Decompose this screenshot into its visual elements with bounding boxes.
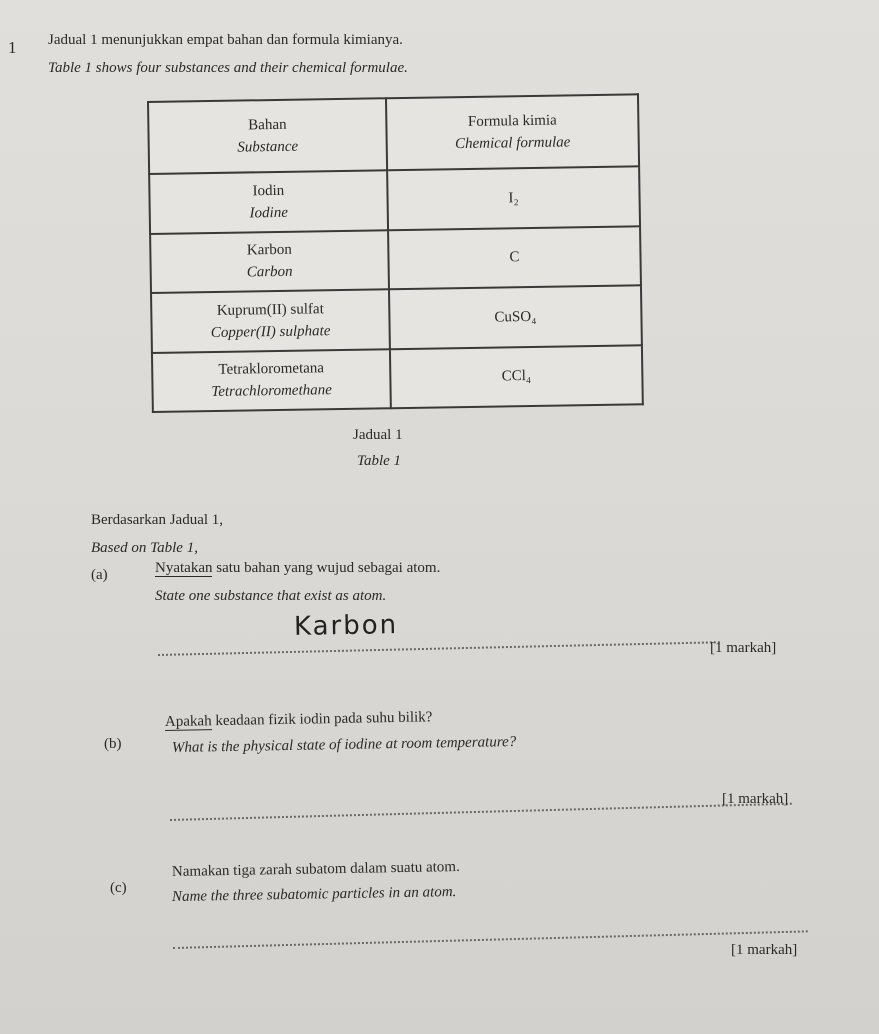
marks-b: [1 markah] — [722, 791, 789, 807]
question-b-label: (b) — [104, 736, 122, 752]
table-row — [149, 166, 640, 233]
substance-ms: Kuprum(II) sulfat — [216, 300, 324, 319]
formula-cell: CuSO₄ — [389, 285, 642, 348]
question-b-en: What is the physical state of iodine at room temperature? — [171, 733, 517, 756]
question-c-ms — [172, 859, 460, 881]
question-c-en: Name the three subatomic particles in an atom. — [171, 884, 457, 905]
table-caption-en: Table 1 — [357, 453, 402, 469]
question-number: 1 — [8, 38, 17, 57]
intro-english: Table 1 shows four substances and their chemical formulae. — [48, 60, 408, 76]
question-c-ms-text: tiga zarah subatom dalam suatu atom. — [229, 858, 460, 879]
header-formula — [386, 94, 639, 170]
header-formula-ms: Formula kimia — [467, 112, 557, 130]
question-b-ms-text: keadaan fizik iodin pada suhu bilik? — [211, 709, 433, 730]
question-a-ms-text: satu bahan yang wujud sebagai atom. — [212, 560, 441, 576]
question-b-ms — [165, 709, 433, 731]
answer-a-line[interactable] — [158, 641, 720, 656]
substance-cell — [151, 289, 390, 352]
question-b-keyword: Apakah — [164, 713, 212, 730]
substance-ms: Iodin — [252, 182, 285, 200]
table-row — [151, 285, 642, 352]
table-header-row — [148, 94, 639, 174]
answer-b-line[interactable] — [170, 803, 792, 821]
substance-en: Copper(II) sulphate — [210, 322, 331, 341]
header-substance — [148, 98, 387, 174]
substance-en: Carbon — [246, 263, 293, 281]
question-a-en: State one substance that exist as atom. — [155, 588, 387, 604]
substance-ms: Tetraklorometana — [218, 360, 325, 379]
marks-a: [1 markah] — [710, 640, 777, 656]
question-c-label: (c) — [110, 880, 127, 896]
substance-cell — [149, 170, 388, 233]
substance-en: Iodine — [249, 204, 289, 222]
table-caption-ms: Jadual 1 — [353, 427, 403, 443]
formula-cell: CCl₄ — [390, 345, 643, 408]
based-on-ms: Berdasarkan Jadual 1, — [91, 512, 224, 528]
substance-ms: Karbon — [246, 241, 292, 259]
formula-cell: C — [388, 226, 641, 289]
substance-table-wrapper — [147, 93, 644, 413]
based-on-en: Based on Table 1, — [91, 540, 198, 556]
intro-malay: Jadual 1 menunjukkan empat bahan dan formula kimianya. — [48, 32, 403, 48]
question-a-ms — [155, 560, 440, 577]
answer-c-line[interactable] — [173, 930, 808, 949]
substance-en: Tetrachloromethane — [211, 382, 332, 401]
formula-cell: I₂ — [387, 166, 640, 229]
marks-c: [1 markah] — [731, 942, 798, 958]
answer-a-handwritten[interactable]: Karbon — [293, 610, 399, 642]
table-row — [152, 345, 643, 412]
question-c-keyword: Namakan — [171, 862, 230, 880]
substance-cell — [152, 349, 391, 412]
header-substance-en: Substance — [237, 138, 299, 156]
table-row — [150, 226, 641, 293]
question-a-keyword: Nyatakan — [155, 560, 213, 576]
substance-table — [147, 93, 644, 413]
header-substance-ms: Bahan — [248, 116, 287, 134]
header-formula-en: Chemical formulae — [454, 134, 571, 153]
substance-cell — [150, 230, 389, 293]
question-a-label: (a) — [91, 567, 108, 583]
